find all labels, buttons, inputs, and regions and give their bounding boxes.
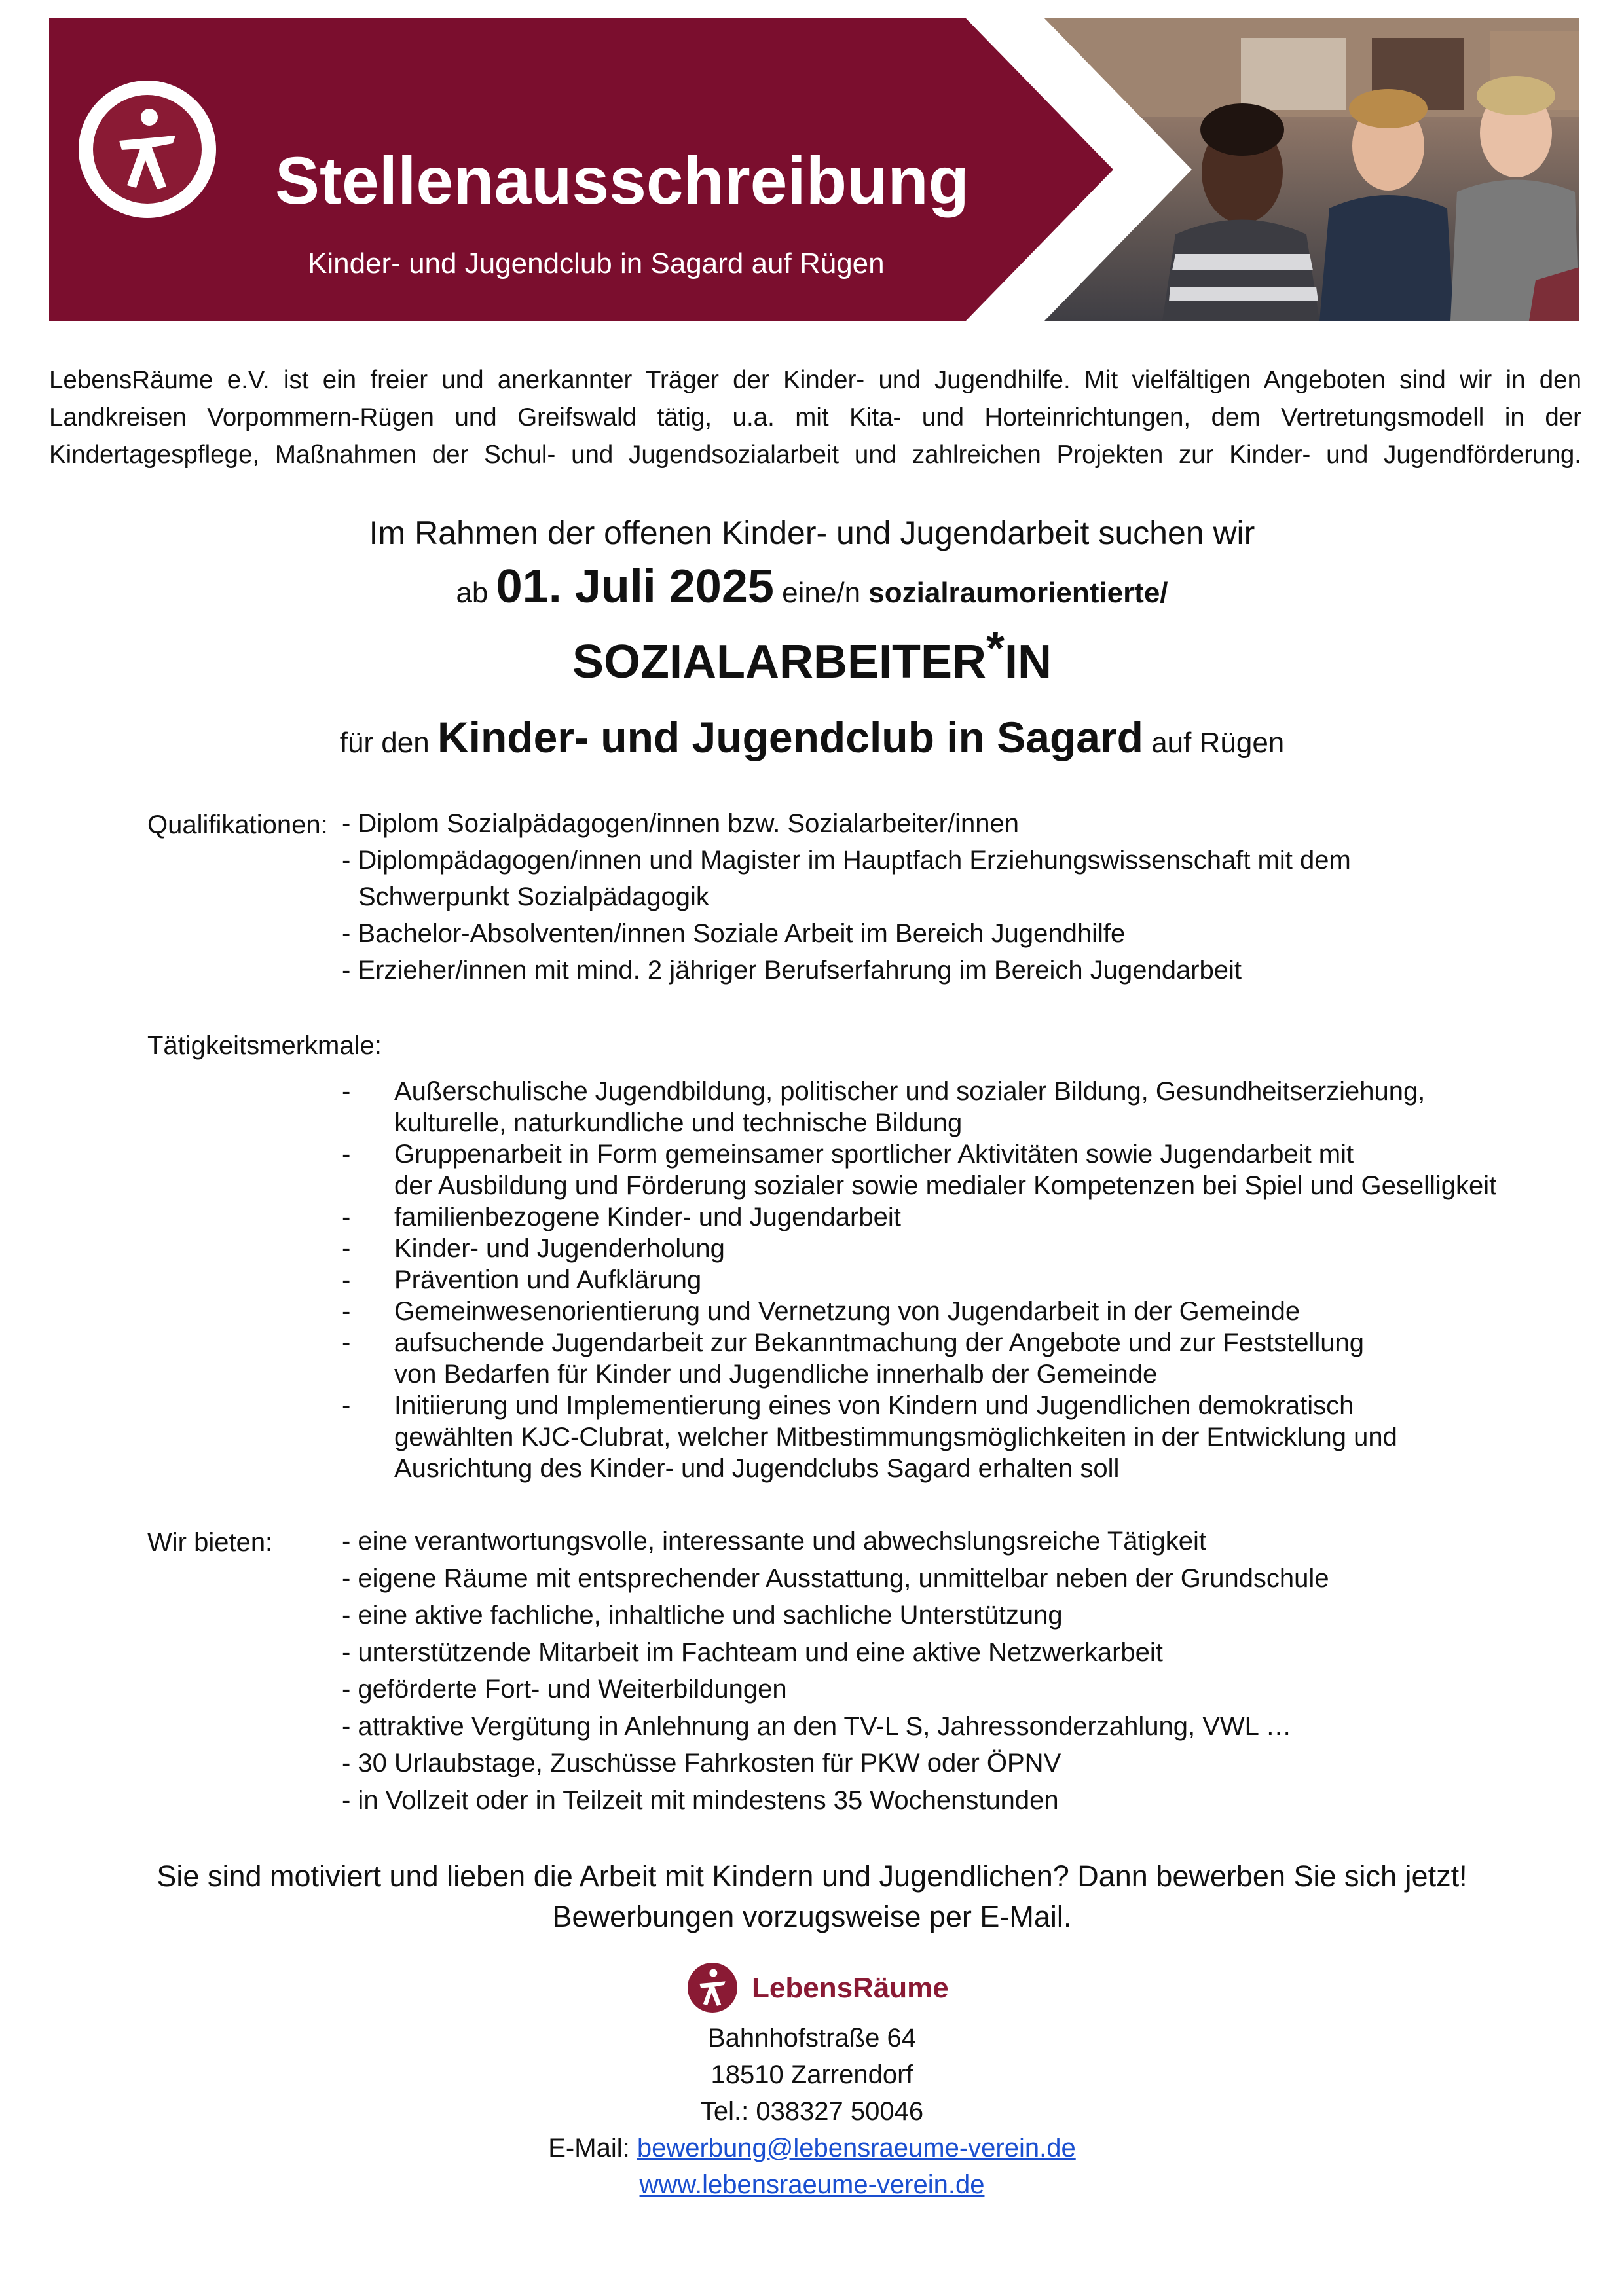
- email-label: E-Mail:: [548, 2134, 637, 2162]
- intro-paragraph: [49, 361, 1581, 473]
- call-to-action: Sie sind motiviert und lieben die Arbeit mit Kindern und Jugendlichen? Dann bewerben Sie sich jetzt!: [157, 1859, 1467, 1893]
- email-link[interactable]: bewerbung@lebensraeume-verein.de: [637, 2134, 1076, 2162]
- list-item: - eine aktive fachliche, inhaltliche und sachliche Unterstützung: [342, 1601, 1063, 1630]
- list-item-text: Ausrichtung des Kinder- und Jugendclubs Sagard erhalten soll: [394, 1454, 1120, 1483]
- tasks-label: Tätigkeitsmerkmale:: [147, 1031, 382, 1060]
- list-item-text: Gemeinwesenorientierung und Vernetzung von Jugendarbeit in der Gemeinde: [394, 1297, 1301, 1326]
- header-banner: [49, 18, 1579, 321]
- list-item: [342, 1327, 1496, 1390]
- list-item: [342, 1296, 1496, 1327]
- list-item-text: kulturelle, naturkundliche und technische Bildung: [394, 1108, 963, 1137]
- page-subtitle: Kinder- und Jugendclub in Sagard auf Rügen: [308, 247, 885, 280]
- website-link[interactable]: www.lebensraeume-verein.de: [639, 2170, 985, 2199]
- list-item-text: Gruppenarbeit in Form gemeinsamer sportlicher Aktivitäten sowie Jugendarbeit mit: [394, 1140, 1354, 1169]
- list-item: [342, 1233, 1496, 1264]
- list-item-text: aufsuchende Jugendarbeit zur Bekanntmachung der Angebote und zur Feststellung: [394, 1328, 1365, 1357]
- intro-line: LebensRäume e.V. ist ein freier und anerkannter Träger der Kinder- und Jugendhilfe. Mit vielfältigen Angeboten sind wir in den: [49, 366, 1581, 394]
- contact-street: Bahnhofstraße 64: [708, 2024, 916, 2052]
- list-item-text: familienbezogene Kinder- und Jugendarbeit: [394, 1203, 901, 1231]
- list-item: - eine verantwortungsvolle, interessante und abwechslungsreiche Tätigkeit: [342, 1527, 1207, 1556]
- list-item: [342, 1264, 1496, 1296]
- application-note: Bewerbungen vorzugsweise per E-Mail.: [552, 1900, 1072, 1933]
- bullet-dash: -: [342, 1328, 351, 1357]
- page-title: Stellenausschreibung: [275, 143, 969, 218]
- bullet-dash: -: [342, 1077, 351, 1106]
- list-item: - 30 Urlaubstage, Zuschüsse Fahrkosten für PKW oder ÖPNV: [342, 1749, 1061, 1777]
- list-item-text: Kinder- und Jugenderholung: [394, 1234, 725, 1263]
- contact-city: 18510 Zarrendorf: [710, 2060, 913, 2089]
- contact-phone: Tel.: 038327 50046: [700, 2097, 924, 2126]
- bullet-dash: -: [342, 1140, 351, 1169]
- list-item: Schwerpunkt Sozialpädagogik: [358, 883, 709, 911]
- qualifications-label: Qualifikationen:: [147, 811, 328, 839]
- lebensraeume-figure-icon: [688, 1963, 737, 2013]
- bullet-dash: -: [342, 1297, 351, 1326]
- qualifications-list: [342, 805, 1351, 989]
- offers-list: [342, 1523, 1329, 1819]
- list-item: - Erzieher/innen mit mind. 2 jähriger Berufserfahrung im Bereich Jugendarbeit: [342, 956, 1242, 985]
- bullet-dash: -: [342, 1391, 351, 1420]
- gender-star: *: [986, 623, 1005, 675]
- position-name: SOZIALARBEITER: [572, 636, 986, 688]
- list-item: - geförderte Fort- und Weiterbildungen: [342, 1675, 787, 1704]
- position-title: [0, 623, 1624, 689]
- location-name: Kinder- und Jugendclub in Sagard: [437, 713, 1143, 761]
- location-prefix: für den: [339, 727, 437, 759]
- position-suffix: IN: [1005, 636, 1052, 688]
- list-item-text: gewählten KJC-Clubrat, welcher Mitbestimmungsmöglichkeiten in der Entwicklung und: [394, 1423, 1397, 1451]
- list-item: [342, 1139, 1496, 1201]
- lebensraeume-logo: [79, 81, 216, 218]
- list-item: [342, 1201, 1496, 1233]
- list-item: - unterstützende Mitarbeit im Fachteam und eine aktive Netzwerkarbeit: [342, 1637, 1163, 1667]
- headline-line-4: [0, 712, 1624, 762]
- contact-block: [0, 2020, 1624, 2203]
- footer-logo: [688, 1963, 949, 2015]
- list-item: - in Vollzeit oder in Teilzeit mit mindestens 35 Wochenstunden: [342, 1785, 1059, 1815]
- list-item: [342, 1076, 1496, 1139]
- list-item-text: Initiierung und Implementierung eines von Kindern und Jugendlichen demokratisch: [394, 1391, 1354, 1420]
- footer-logo-text: LebensRäume: [752, 1972, 949, 2004]
- list-item: - Bachelor-Absolventen/innen Soziale Arbeit im Bereich Jugendhilfe: [342, 919, 1126, 948]
- intro-line: Landkreisen Vorpommern-Rügen und Greifswald tätig, u.a. mit Kita- und Horteinrichtungen, dem Vertretungsmodell in der: [49, 403, 1581, 431]
- list-item-text: von Bedarfen für Kinder und Jugendliche innerhalb der Gemeinde: [394, 1360, 1158, 1389]
- list-item: - eigene Räume mit entsprechender Ausstattung, unmittelbar neben der Grundschule: [342, 1563, 1329, 1593]
- headline-prefix: ab: [456, 577, 496, 609]
- role-descriptor: sozialraumorientierte/: [868, 577, 1168, 609]
- tasks-list: [342, 1076, 1496, 1484]
- contact-email-row: [0, 2130, 1624, 2166]
- headline-line-2: [0, 560, 1624, 613]
- list-item: - Diplompädagogen/innen und Magister im Hauptfach Erziehungswissenschaft mit dem: [342, 846, 1351, 875]
- lebensraeume-figure-icon: [93, 95, 202, 204]
- list-item: [342, 1390, 1496, 1484]
- location-suffix: auf Rügen: [1143, 727, 1285, 759]
- start-date: 01. Juli 2025: [496, 560, 774, 613]
- contact-website-row: [0, 2166, 1624, 2203]
- headline-line-1: Im Rahmen der offenen Kinder- und Jugendarbeit suchen wir: [369, 515, 1255, 551]
- list-item-text: Außerschulische Jugendbildung, politischer und sozialer Bildung, Gesundheitserziehung,: [394, 1077, 1426, 1106]
- bullet-dash: -: [342, 1266, 351, 1294]
- list-item: - Diplom Sozialpädagogen/innen bzw. Sozialarbeiter/innen: [342, 809, 1019, 838]
- offers-label: Wir bieten:: [147, 1528, 273, 1557]
- intro-line: Kindertagespflege, Maßnahmen der Schul- und Jugendsozialarbeit und zahlreichen Projekten zur Kinder- und Jugendförderung.: [49, 441, 1581, 469]
- list-item: - attraktive Vergütung in Anlehnung an den TV-L S, Jahressonderzahlung, VWL …: [342, 1711, 1292, 1741]
- bullet-dash: -: [342, 1203, 351, 1231]
- list-item-text: der Ausbildung und Förderung sozialer sowie medialer Kompetenzen bei Spiel und Geselligkeit: [394, 1171, 1497, 1200]
- list-item-text: Prävention und Aufklärung: [394, 1266, 702, 1294]
- headline-mid: eine/n: [773, 577, 869, 609]
- bullet-dash: -: [342, 1234, 351, 1263]
